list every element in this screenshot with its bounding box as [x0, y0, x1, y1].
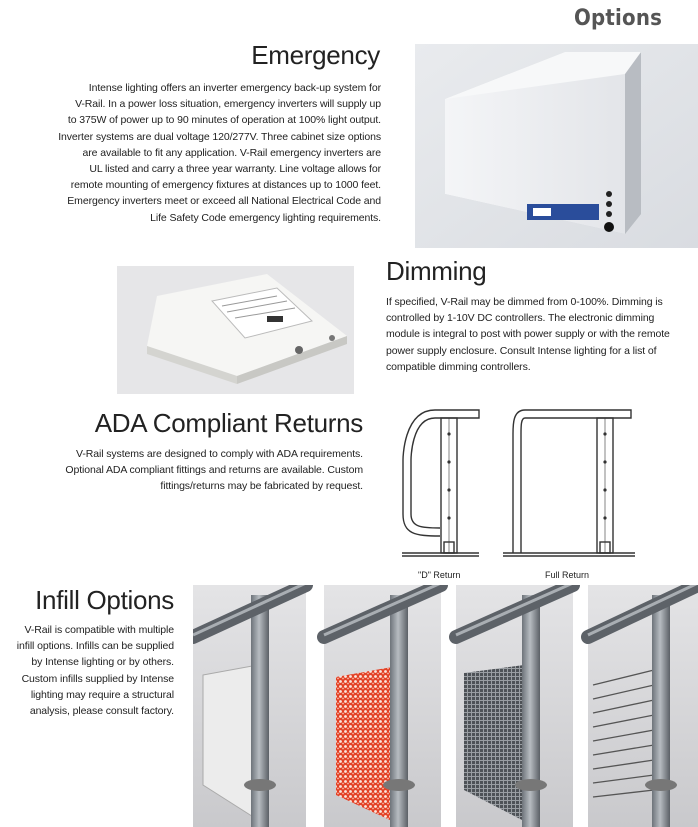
emergency-line: Life Safety Code emergency lighting requirements. [150, 211, 381, 224]
emergency-line: are available to fit any application. V-Rail emergency inverters are [82, 146, 381, 159]
ada-line: Optional ADA compliant fittings and returns are available. Custom [65, 464, 363, 477]
emergency-line: UL listed and carry a three year warranty. Line voltage allows for [89, 163, 381, 176]
infill-line: by Intense lighting or by others. [31, 656, 174, 669]
emergency-line: to 375W of power up to 90 minutes of operation at 100% light output. [67, 114, 381, 127]
dimming-line: power supply enclosure. Consult Intense lighting for a list of [386, 344, 657, 357]
infill-line: lighting may require a structural [30, 688, 174, 701]
emergency-title: Emergency [251, 40, 380, 70]
dimming-title: Dimming [386, 256, 487, 286]
ada-line: fittings/returns may be fabricated by request. [160, 480, 363, 493]
infill-title: Infill Options [35, 585, 174, 615]
emergency-line: Intense lighting offers an inverter emergency back-up system for [88, 82, 381, 94]
dimming-line: compatible dimming controllers. [386, 360, 531, 373]
dimming-line: If specified, V-Rail may be dimmed from 0-100%. Dimming is [386, 296, 663, 308]
infill-line: Custom infills supplied by Intense [21, 672, 174, 685]
infill-perforated-image [324, 585, 441, 827]
infill-body [0, 622, 174, 719]
dimming-line: controlled by 1-10V DC controllers. The electronic dimming [386, 312, 655, 325]
infill-glass-image [193, 585, 306, 827]
infill-cable-image [588, 585, 698, 827]
infill-line: infill options. Infills can be supplied [16, 640, 174, 653]
emergency-line: Inverter systems are dual voltage 120/277V. Three cabinet size options [58, 130, 381, 143]
dimming-module-image [117, 266, 354, 394]
infill-images [193, 585, 698, 827]
emergency-line: remote mounting of emergency fixtures at distances up to 1000 feet. [70, 179, 381, 192]
inverter-cabinet-image [415, 44, 698, 248]
dimming-line: module is integral to post with power supply or with the remote [386, 328, 670, 341]
ada-body [40, 446, 363, 495]
emergency-body [40, 80, 381, 226]
d-return-caption: "D" Return [418, 570, 461, 580]
section-label: Options [574, 6, 663, 31]
dimming-body [386, 294, 686, 375]
full-return-caption: Full Return [545, 570, 590, 580]
infill-mesh-image [456, 585, 573, 827]
ada-title: ADA Compliant Returns [94, 408, 363, 438]
ada-line: V-Rail systems are designed to comply with ADA requirements. [76, 448, 363, 460]
emergency-line: Emergency inverters meet or exceed all National Electrical Code and [67, 195, 381, 208]
infill-line: analysis, please consult factory. [29, 705, 174, 718]
ada-returns-diagram [395, 404, 645, 564]
infill-line: V-Rail is compatible with multiple [24, 624, 174, 636]
emergency-line: V-Rail. In a power loss situation, emergency inverters will supply up [75, 98, 381, 111]
